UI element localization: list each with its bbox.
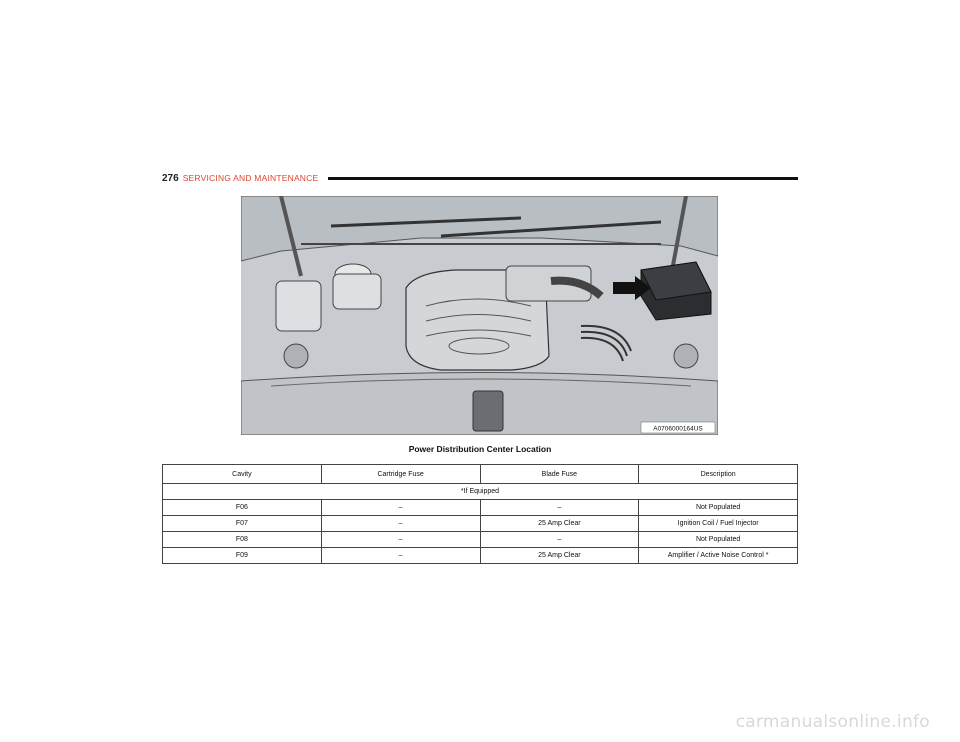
description-cell: Amplifier / Active Noise Control * [639, 548, 798, 564]
page-number: 276 [162, 172, 179, 184]
column-header: Cavity [163, 465, 322, 484]
blade-fuse-cell: 25 Amp Clear [480, 516, 639, 532]
cavity-cell: F06 [163, 500, 322, 516]
fuse-table [162, 464, 798, 564]
table-row [163, 500, 798, 516]
blade-fuse-cell: 25 Amp Clear [480, 548, 639, 564]
column-header: Description [639, 465, 798, 484]
table-row [163, 516, 798, 532]
figure-code-label: A0706000164US [653, 425, 703, 433]
cartridge-fuse-cell: – [321, 548, 480, 564]
cartridge-fuse-cell: – [321, 532, 480, 548]
table-row [163, 532, 798, 548]
column-header: Cartridge Fuse [321, 465, 480, 484]
cavity-cell: F09 [163, 548, 322, 564]
cavity-cell: F08 [163, 532, 322, 548]
table-row [163, 548, 798, 564]
description-cell: Not Populated [639, 532, 798, 548]
watermark: carmanualsonline.info [735, 712, 930, 732]
blade-fuse-cell: – [480, 500, 639, 516]
figure-caption: Power Distribution Center Location [408, 444, 552, 454]
table-note-row [163, 484, 798, 500]
if-equipped-note: *If Equipped [163, 484, 798, 500]
table-header-row [163, 465, 798, 484]
cavity-cell: F07 [163, 516, 322, 532]
column-header: Blade Fuse [480, 465, 639, 484]
blade-fuse-cell: – [480, 532, 639, 548]
header-rule [328, 177, 798, 180]
description-cell: Ignition Coil / Fuel Injector [639, 516, 798, 532]
section-title: SERVICING AND MAINTENANCE [182, 173, 319, 183]
page-header [162, 170, 798, 186]
description-cell: Not Populated [639, 500, 798, 516]
engine-bay-illustration [241, 196, 718, 435]
cartridge-fuse-cell: – [321, 516, 480, 532]
cartridge-fuse-cell: – [321, 500, 480, 516]
